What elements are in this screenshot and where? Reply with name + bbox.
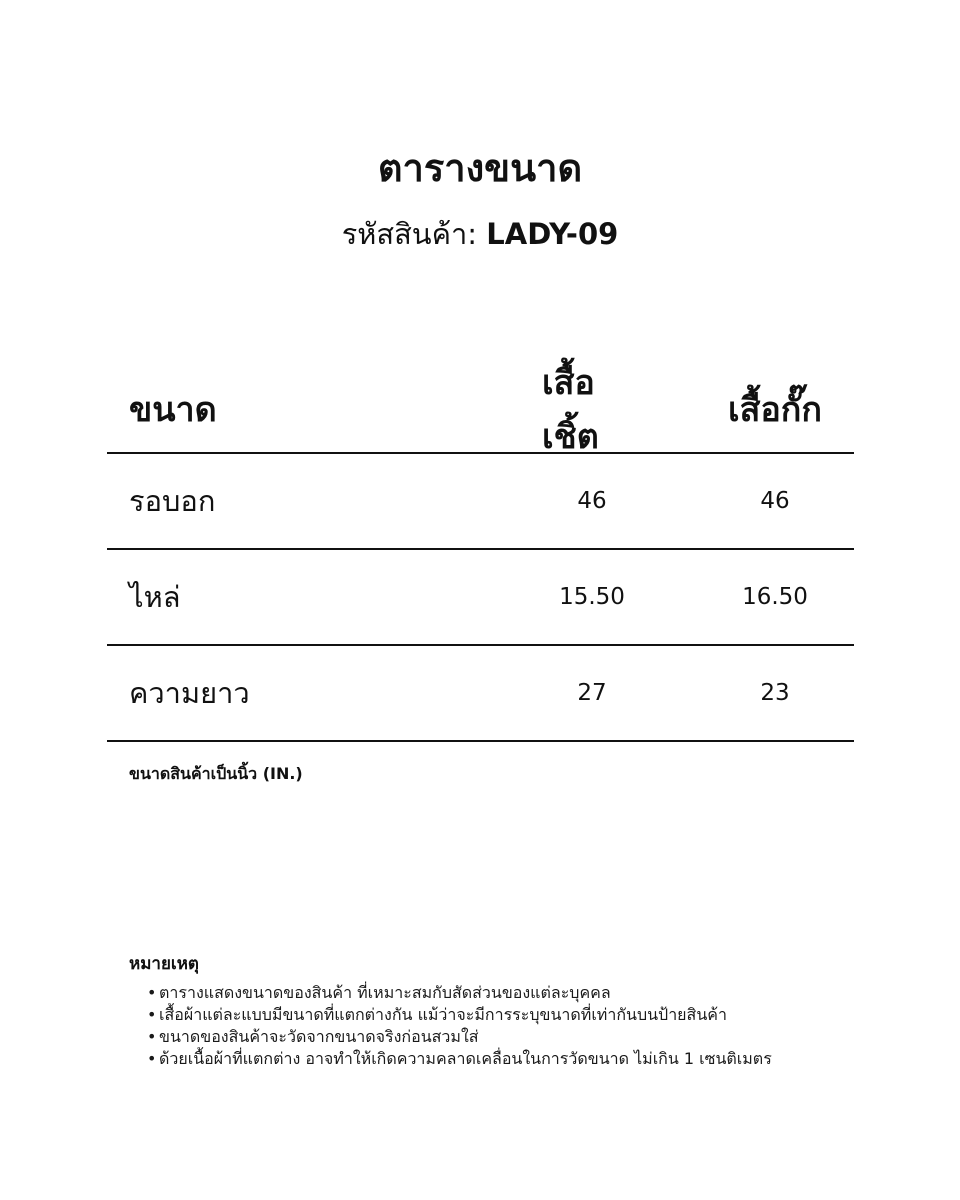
product-code [0,212,960,256]
table-header-row [107,363,854,457]
notes-title: หมายเหตุ [129,954,199,974]
notes-section [129,950,889,1070]
list-item: • ด้วยเนื้อผ้าที่แตกต่าง อาจทำให้เกิดความคลาดเคลื่อนในการวัดขนาด ไม่เกิน 1 เซนติเมตร [147,1048,889,1070]
size-table [107,363,854,742]
length-shirt-value: 27 [577,680,607,706]
table-row [107,646,854,742]
list-item: • ขนาดของสินค้าจะวัดจากขนาดจริงก่อนสวมใส่ [147,1026,889,1048]
length-vest-value: 23 [760,680,790,706]
product-code-label: รหัสสินค้า: [341,217,478,251]
notes-list [129,982,889,1070]
header-size: ขนาด [129,390,217,430]
row-label-chest: รอบอก [129,484,216,518]
page-title: ตารางขนาด [377,146,583,190]
product-code-value: LADY-09 [486,217,619,251]
row-label-length: ความยาว [129,676,250,710]
chest-shirt-value: 46 [577,488,607,514]
shoulder-vest-value: 16.50 [742,584,808,610]
table-row [107,550,854,646]
table-row [107,454,854,550]
chest-vest-value: 46 [760,488,790,514]
header-vest: เสื้อกั๊ก [728,390,822,430]
row-label-shoulder: ไหล่ [129,580,181,614]
unit-note: ขนาดสินค้าเป็นนิ้ว (IN.) [129,764,303,783]
header-shirt: เสื้อเชิ้ต [542,363,599,457]
shoulder-shirt-value: 15.50 [559,584,625,610]
list-item: • เสื้อผ้าแต่ละแบบมีขนาดที่แตกต่างกัน แม้ว่าจะมีการระบุขนาดที่เท่ากันบนป้ายสินค้า [147,1004,889,1026]
list-item: • ตารางแสดงขนาดของสินค้า ที่เหมาะสมกับสัดส่วนของแต่ละบุคคล [147,982,889,1004]
